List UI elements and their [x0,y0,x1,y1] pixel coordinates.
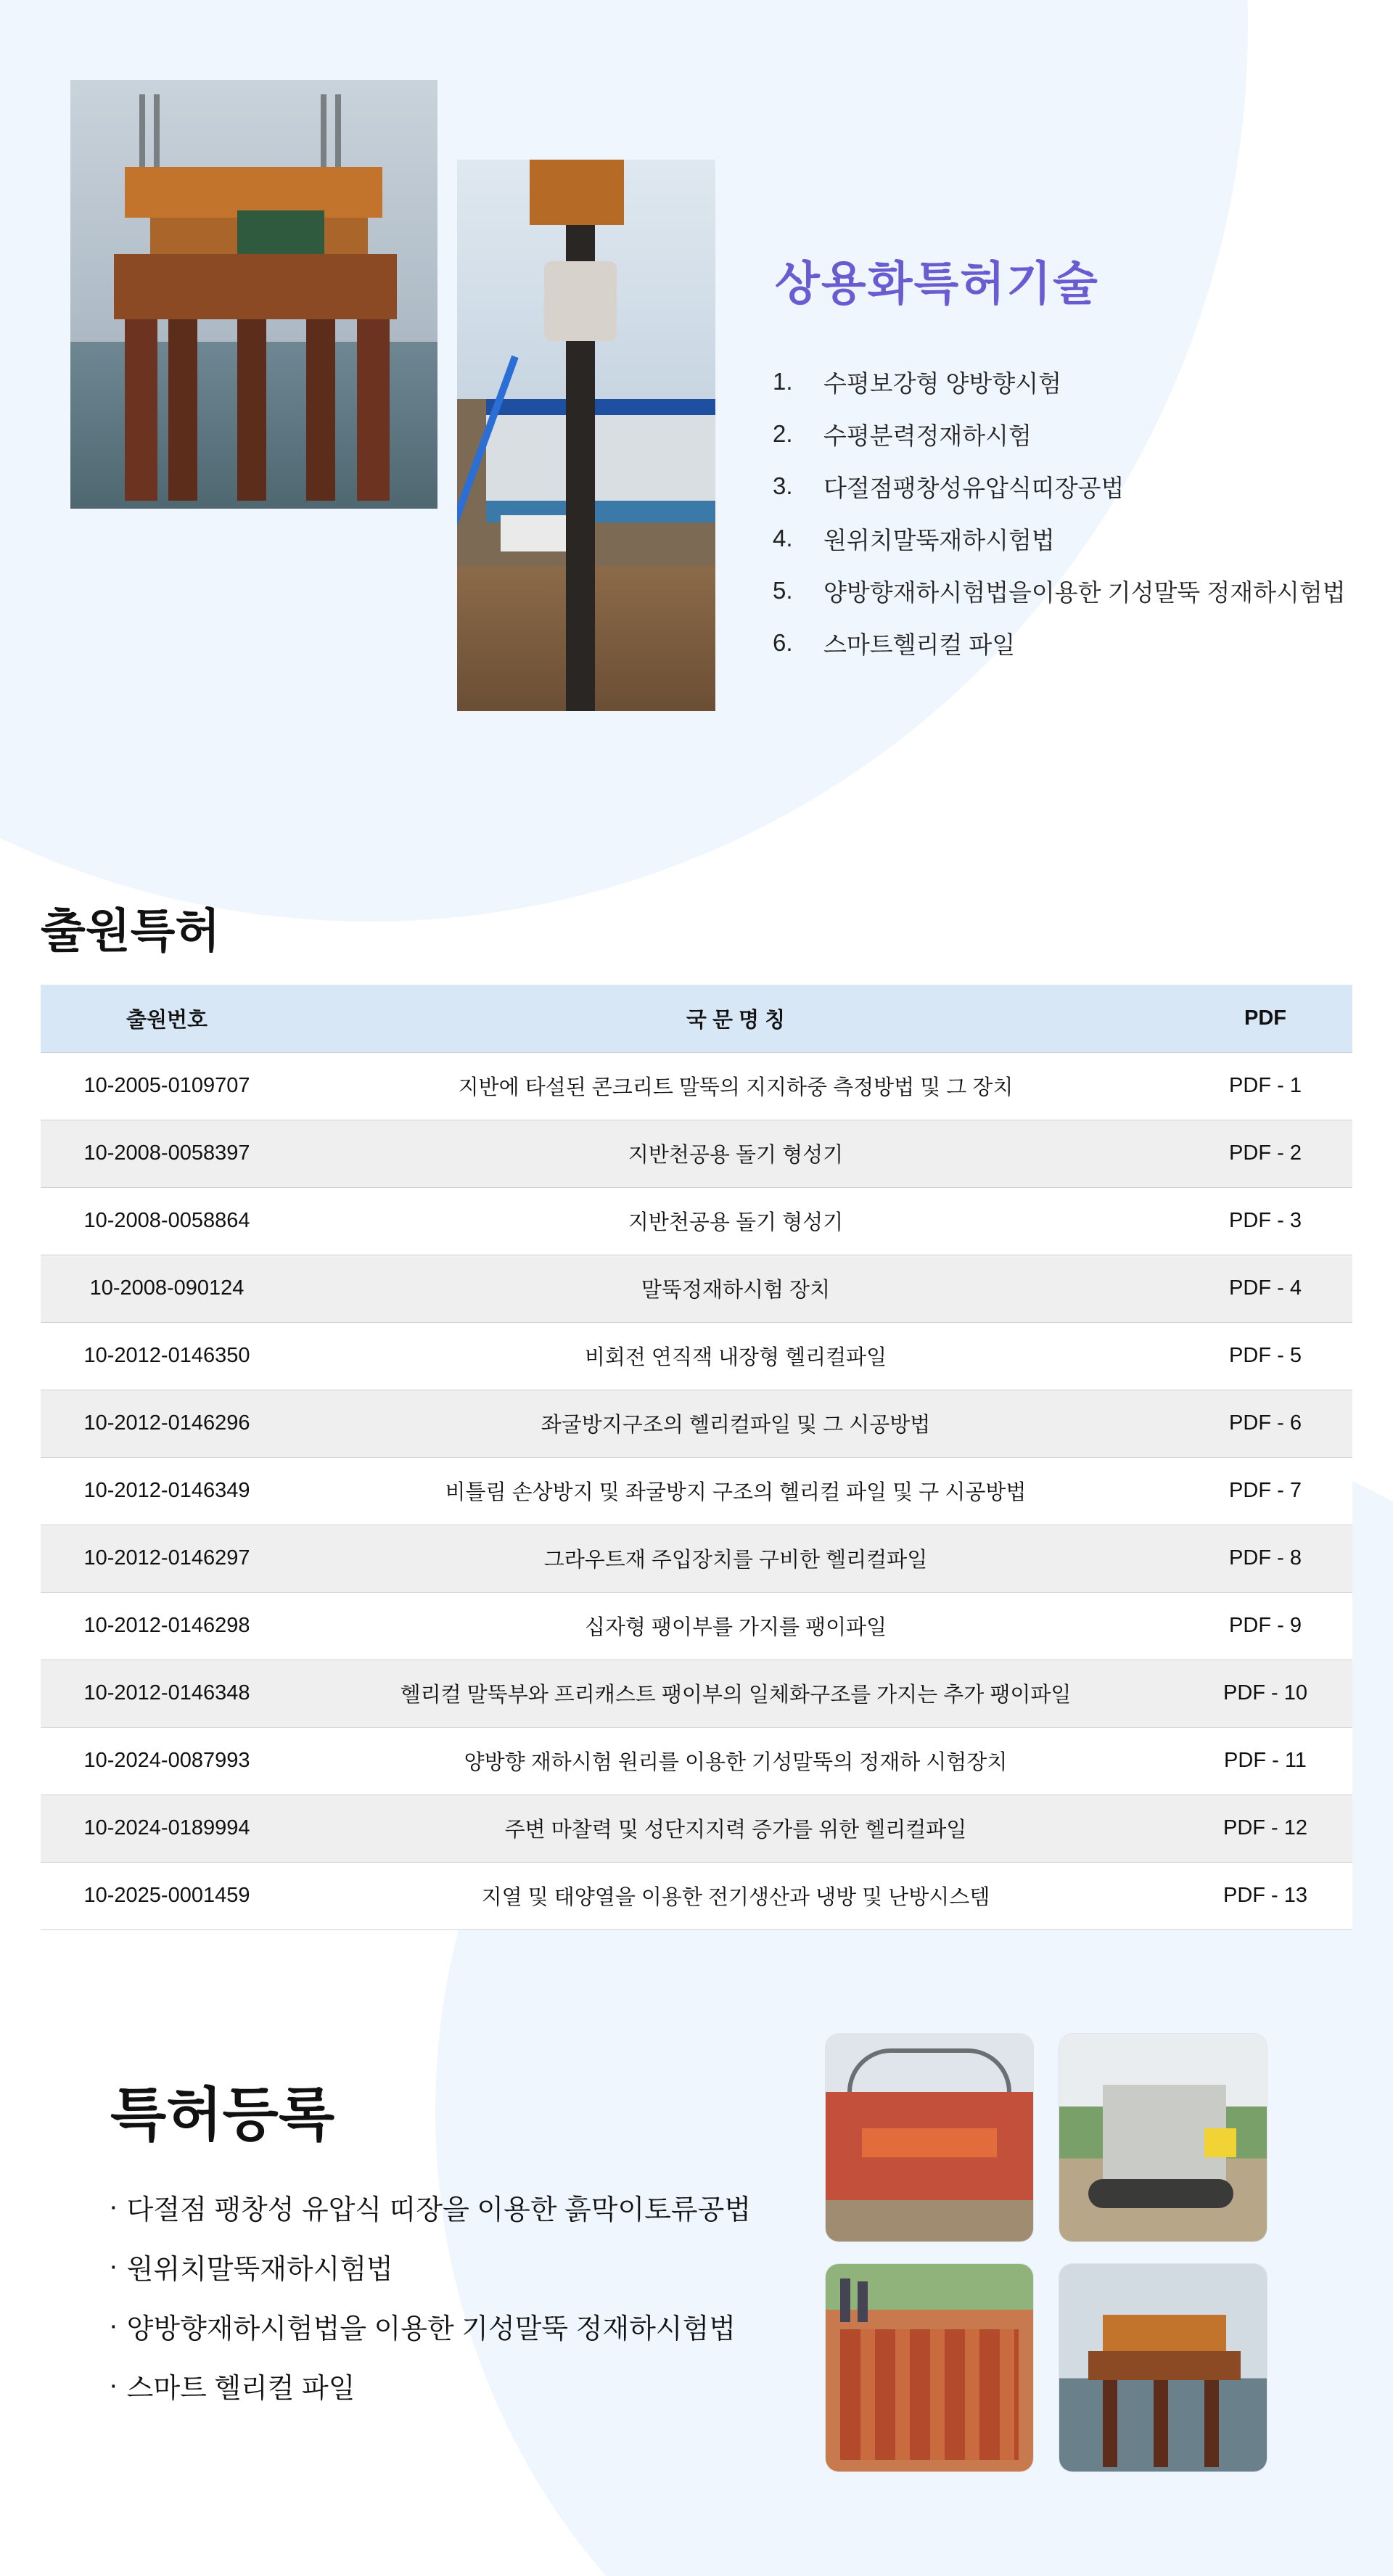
crawler-drill-photo [1059,2034,1267,2241]
applied-patents-title: 출원특허 [41,905,221,957]
pdf-link[interactable]: PDF - 10 [1178,1660,1352,1727]
patent-name: 십자형 팽이부를 가지를 팽이파일 [293,1592,1178,1660]
table-row [41,1660,1352,1727]
list-item: 1. 수평보강형 양방향시험 [773,368,1061,397]
patent-name: 비회전 연직잭 내장형 헬리컬파일 [293,1322,1178,1390]
application-number: 10-2025-0001459 [41,1862,293,1929]
table-row [41,1120,1352,1187]
patent-name: 지반천공용 돌기 형성기 [293,1187,1178,1255]
patent-name: 비틀림 손상방지 및 좌굴방지 구조의 헬리컬 파일 및 구 시공방법 [293,1457,1178,1525]
table-row [41,1052,1352,1120]
table-row [41,1187,1352,1255]
list-item: 6. 스마트헬리컬 파일 [773,629,1016,658]
list-item: · 다절점 팽창성 유압식 띠장을 이용한 흙막이토류공법 [109,2191,752,2226]
patent-name: 헬리컬 말뚝부와 프리캐스트 팽이부의 일체화구조를 가지는 추가 팽이파일 [293,1660,1178,1727]
pdf-link[interactable]: PDF - 3 [1178,1187,1352,1255]
offshore-test-platform-photo [70,80,437,509]
application-number: 10-2008-090124 [41,1255,293,1322]
cylindrical-cage-photo [826,2034,1033,2241]
patent-name: 지반에 타설된 콘크리트 말뚝의 지지하중 측정방법 및 그 장치 [293,1052,1178,1120]
pdf-link[interactable]: PDF - 1 [1178,1052,1352,1120]
application-number: 10-2024-0087993 [41,1727,293,1794]
table-row [41,1794,1352,1862]
application-number: 10-2012-0146349 [41,1457,293,1525]
patent-name: 좌굴방지구조의 헬리컬파일 및 그 시공방법 [293,1390,1178,1457]
list-item: · 원위치말뚝재하시험법 [109,2250,393,2285]
commercial-patents-list [773,356,1346,669]
drilling-rig-photo [457,160,715,711]
patent-name: 지열 및 태양열을 이용한 전기생산과 냉방 및 난방시스템 [293,1862,1178,1929]
pdf-link[interactable]: PDF - 11 [1178,1727,1352,1794]
patent-name: 주변 마찰력 및 성단지지력 증가를 위한 헬리컬파일 [293,1794,1178,1862]
pdf-link[interactable]: PDF - 8 [1178,1525,1352,1592]
patent-name: 말뚝정재하시험 장치 [293,1255,1178,1322]
table-row [41,1727,1352,1794]
list-item: 5. 양방향재하시험법을이용한 기성말뚝 정재하시험법 [773,577,1346,606]
column-header-name: 국 문 명 칭 [293,985,1178,1052]
offshore-platform-thumb-photo [1059,2264,1267,2472]
table-row [41,1592,1352,1660]
table-header-row [41,985,1352,1052]
patent-name: 양방향 재하시험 원리를 이용한 기성말뚝의 정재하 시험장치 [293,1727,1178,1794]
list-item: · 스마트 헬리컬 파일 [109,2369,356,2404]
column-header-pdf: PDF [1178,985,1352,1052]
list-item: 3. 다절점팽창성유압식띠장공법 [773,472,1125,501]
pdf-link[interactable]: PDF - 7 [1178,1457,1352,1525]
application-number: 10-2005-0109707 [41,1052,293,1120]
table-row [41,1862,1352,1929]
pdf-link[interactable]: PDF - 6 [1178,1390,1352,1457]
list-item: · 양방향재하시험법을 이용한 기성말뚝 정재하시험법 [109,2310,736,2345]
table-row [41,1322,1352,1390]
application-number: 10-2024-0189994 [41,1794,293,1862]
registered-patents-title: 특허등록 [110,2083,335,2147]
patent-name: 그라우트재 주입장치를 구비한 헬리컬파일 [293,1525,1178,1592]
table-row [41,1390,1352,1457]
application-number: 10-2008-0058397 [41,1120,293,1187]
column-header-number: 출원번호 [41,985,293,1052]
sheet-pile-photo [826,2264,1033,2472]
application-number: 10-2012-0146350 [41,1322,293,1390]
application-number: 10-2008-0058864 [41,1187,293,1255]
table-row [41,1255,1352,1322]
pdf-link[interactable]: PDF - 12 [1178,1794,1352,1862]
application-number: 10-2012-0146297 [41,1525,293,1592]
pdf-link[interactable]: PDF - 9 [1178,1592,1352,1660]
application-number: 10-2012-0146298 [41,1592,293,1660]
list-item: 2. 수평분력정재하시험 [773,420,1032,449]
patent-name: 지반천공용 돌기 형성기 [293,1120,1178,1187]
application-number: 10-2012-0146348 [41,1660,293,1727]
applied-patents-table [41,985,1352,1930]
pdf-link[interactable]: PDF - 5 [1178,1322,1352,1390]
application-number: 10-2012-0146296 [41,1390,293,1457]
list-item: 4. 원위치말뚝재하시험법 [773,525,1055,554]
pdf-link[interactable]: PDF - 4 [1178,1255,1352,1322]
commercial-patents-title: 상용화특허기술 [775,258,1099,310]
table-row [41,1457,1352,1525]
pdf-link[interactable]: PDF - 2 [1178,1120,1352,1187]
registered-patents-list [109,2177,751,2415]
pdf-link[interactable]: PDF - 13 [1178,1862,1352,1929]
table-row [41,1525,1352,1592]
